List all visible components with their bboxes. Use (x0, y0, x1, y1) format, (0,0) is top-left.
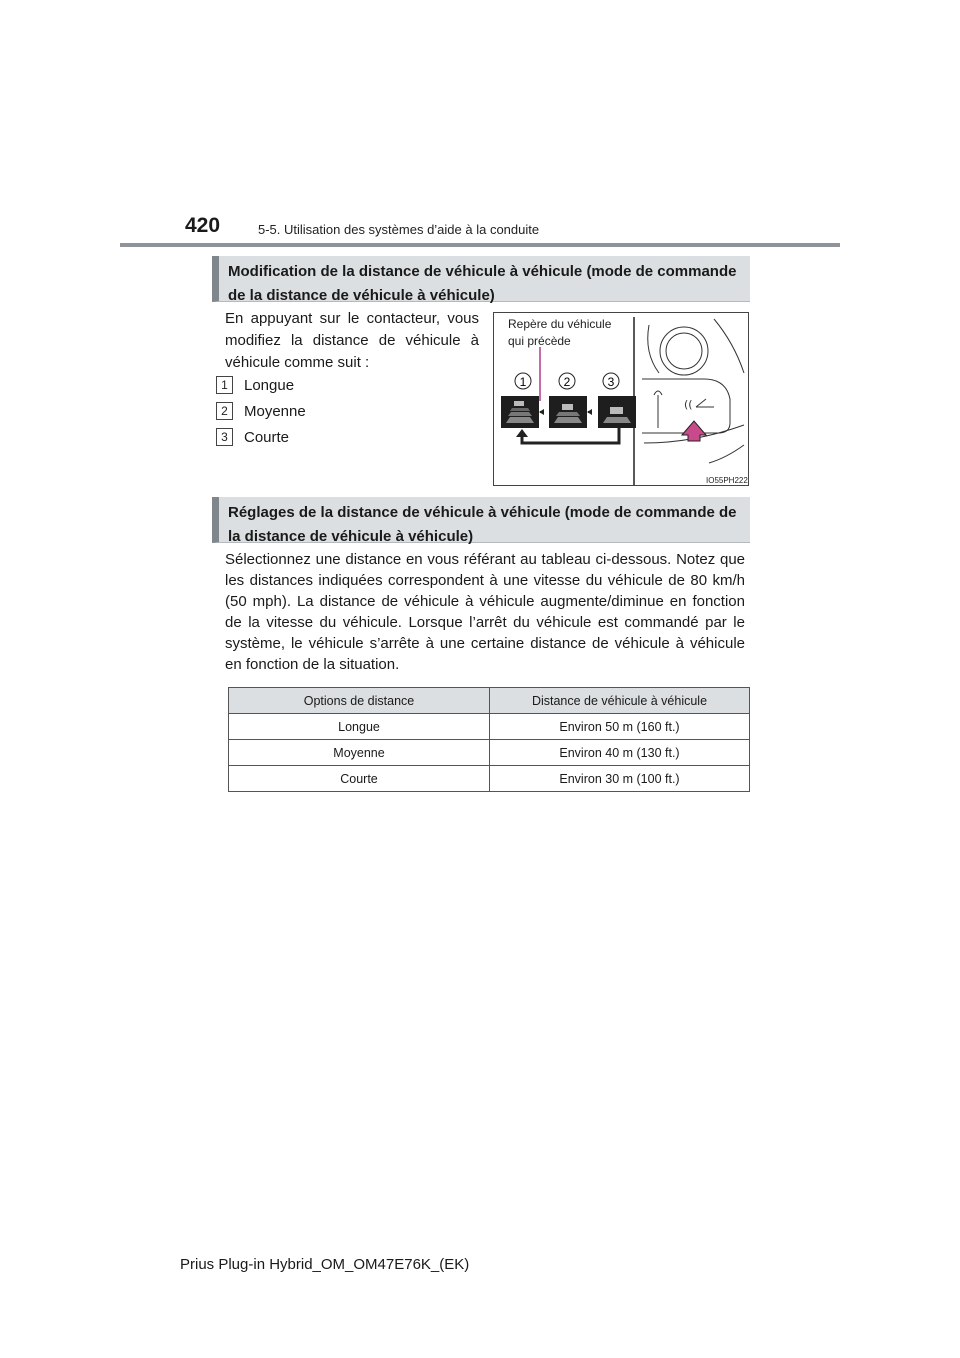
section2-heading: Réglages de la distance de véhicule à véhicule (mode de commande de la distance de véhicule à véhicule) (212, 497, 750, 543)
item-number-badge: 1 (216, 376, 233, 394)
section-title: 5-5. Utilisation des systèmes d’aide à la conduite (258, 222, 540, 237)
figure-code: IO55PH222 (706, 476, 748, 485)
list-item-courte (216, 428, 289, 446)
section1-intro: En appuyant sur le contacteur, vous modifiez la distance de véhicule à véhicule comme suit : (225, 310, 479, 371)
svg-text:((: (( (684, 398, 693, 411)
item-label: Longue (244, 376, 295, 394)
item-number-badge: 2 (216, 402, 233, 420)
marker-3: 3 (607, 375, 615, 389)
table-header-row (229, 688, 750, 714)
section1-heading: Modification de la distance de véhicule à véhicule (mode de commande de la distance de véhicule à véhicule) (212, 256, 750, 302)
list-item-moyenne (216, 402, 306, 420)
footer-doc-id: Prius Plug-in Hybrid_OM_OM47E76K_(EK) (180, 1256, 470, 1273)
section2-body: Sélectionnez une distance en vous référant au tableau ci-dessous. Notez que les distances indiquées correspondent à une vitesse du véhicule de 80 km/h (50 mph). La distance de véhicule à véhicule augmente/diminue en fonction de la vitesse du véhicule. Lorsque l’arrêt du véhicule est commandé par le système, le véhicule s’arrête à une certaine distance de véhicule à véhicule en fonction de la situation. (225, 551, 745, 673)
table-cell: Environ 30 m (100 ft.) (490, 766, 750, 792)
page-number: 420 (185, 214, 221, 237)
table-cell: Moyenne (229, 740, 490, 766)
item-label: Courte (244, 428, 290, 446)
display-long-icon (501, 396, 539, 428)
table-cell: Environ 50 m (160 ft.) (490, 714, 750, 740)
header-divider (120, 243, 840, 247)
press-arrow-icon (682, 421, 706, 441)
distance-table (228, 687, 750, 792)
table-row (229, 740, 750, 766)
column-header: Options de distance (229, 688, 490, 714)
figure-callout-label: Repère du véhicule qui précède (508, 317, 612, 348)
marker-1: 1 (519, 375, 527, 389)
item-label: Moyenne (244, 402, 306, 420)
list-item-longue (216, 376, 294, 394)
marker-2: 2 (563, 375, 571, 389)
table-row (229, 714, 750, 740)
table-cell: Longue (229, 714, 490, 740)
column-header: Distance de véhicule à véhicule (490, 688, 750, 714)
item-number-badge: 3 (216, 428, 233, 446)
display-medium-icon (549, 396, 587, 428)
table-cell: Environ 40 m (130 ft.) (490, 740, 750, 766)
table-cell: Courte (229, 766, 490, 792)
display-short-icon (598, 396, 636, 428)
table-row (229, 766, 750, 792)
